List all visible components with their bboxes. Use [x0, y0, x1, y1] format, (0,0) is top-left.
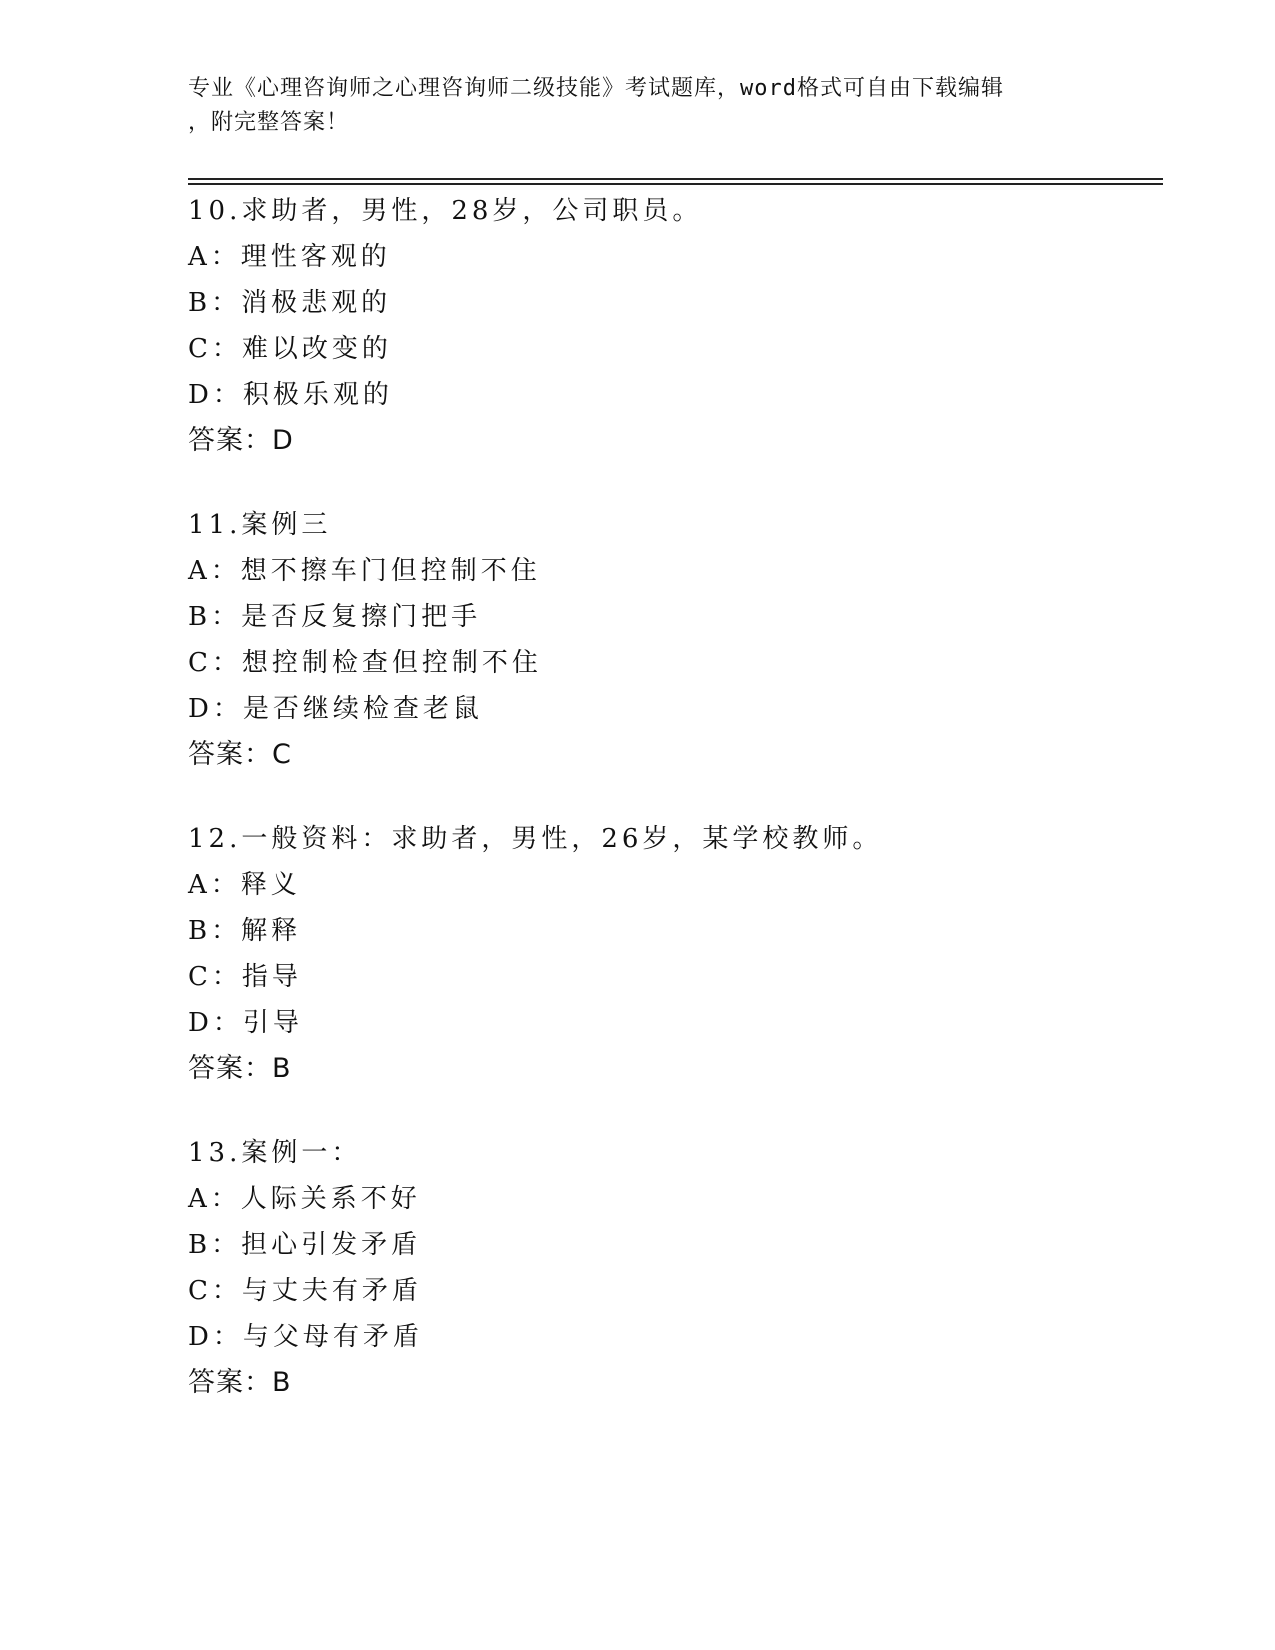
option-b: B：担心引发矛盾 — [188, 1230, 422, 1260]
option-d: D：是否继续检查老鼠 — [188, 694, 483, 724]
question-13 — [188, 1130, 1163, 1406]
question-stem: 10.求助者，男性，28岁，公司职员。 — [188, 196, 703, 226]
question-list — [188, 188, 1163, 1444]
question-10 — [188, 188, 1163, 464]
header-line-2: ，附完整答案！ — [188, 110, 350, 135]
question-stem: 13.案例一： — [188, 1138, 362, 1168]
question-stem: 11.案例三 — [188, 510, 332, 540]
option-c: C：想控制检查但控制不住 — [188, 648, 542, 678]
answer-key: 答案：B — [188, 1053, 292, 1084]
option-b: B：解释 — [188, 916, 302, 946]
option-d: D：积极乐观的 — [188, 380, 393, 410]
option-c: C：难以改变的 — [188, 334, 392, 364]
answer-key: 答案：C — [188, 739, 292, 770]
header-divider-bottom — [188, 183, 1163, 185]
option-c: C：与丈夫有矛盾 — [188, 1276, 422, 1306]
option-a: A：理性客观的 — [188, 242, 391, 272]
header-line-1: 专业《心理咨询师之心理咨询师二级技能》考试题库，word格式可自由下载编辑 — [188, 76, 1004, 101]
option-c: C：指导 — [188, 962, 302, 992]
option-d: D：与父母有矛盾 — [188, 1322, 423, 1352]
option-a: A：释义 — [188, 870, 301, 900]
answer-key: 答案：D — [188, 425, 294, 456]
option-a: A：人际关系不好 — [188, 1184, 421, 1214]
option-b: B：消极悲观的 — [188, 288, 392, 318]
question-stem: 12.一般资料：求助者，男性，26岁，某学校教师。 — [188, 824, 883, 854]
question-12 — [188, 816, 1163, 1092]
option-b: B：是否反复擦门把手 — [188, 602, 482, 632]
option-d: D：引导 — [188, 1008, 303, 1038]
question-11 — [188, 502, 1163, 778]
document-header — [188, 72, 1088, 140]
answer-key: 答案：B — [188, 1367, 292, 1398]
header-divider-top — [188, 178, 1163, 180]
option-a: A：想不擦车门但控制不住 — [188, 556, 541, 586]
